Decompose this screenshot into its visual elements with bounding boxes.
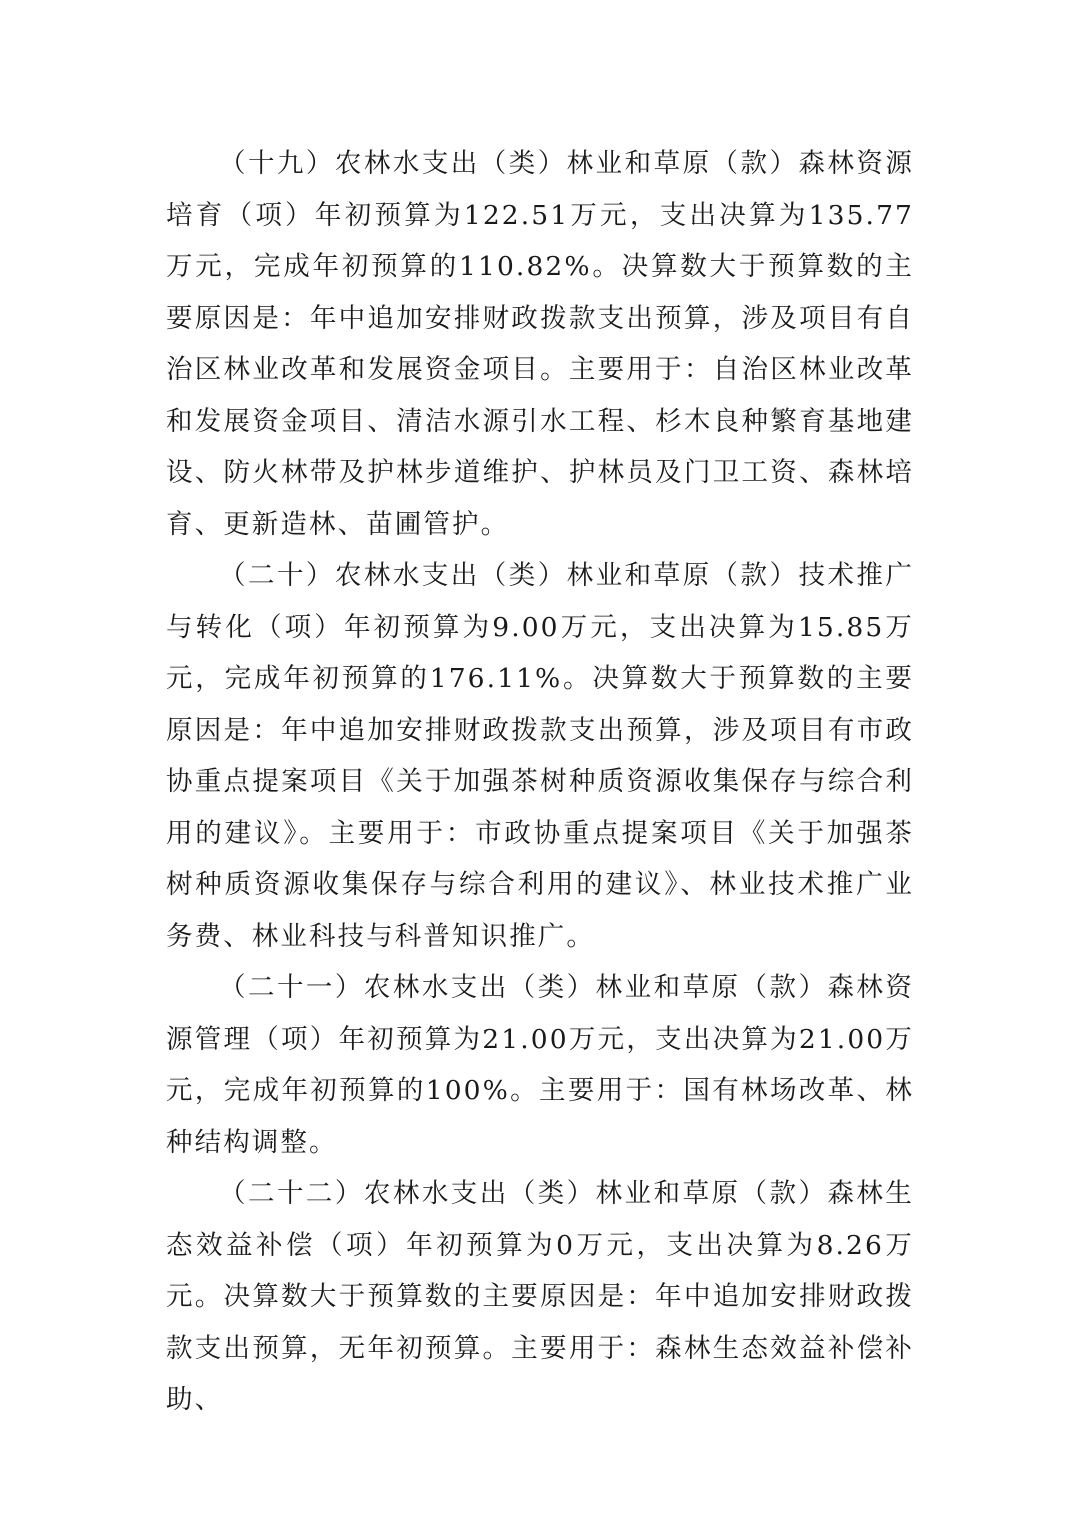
document-page — [166, 138, 914, 1426]
paragraph-item-21: （二十一）农林水支出（类）林业和草原（款）森林资源管理（项）年初预算为21.00万元，支出决算为21.00万元，完成年初预算的100%。主要用于：国有林场改革、林种结构调整。 — [166, 972, 914, 1158]
paragraph-item-19: （十九）农林水支出（类）林业和草原（款）森林资源培育（项）年初预算为122.51万元，支出决算为135.77万元，完成年初预算的110.82%。决算数大于预算数的主要原因是：年中追加安排财政拨款支出预算，涉及项目有自治区林业改革和发展资金项目。主要用于：自治区林业改革和发展资金项目、清洁水源引水工程、杉木良种繁育基地建设、防火林带及护林步道维护、护林员及门卫工资、森林培育、更新造林、苗圃管护。 — [166, 148, 914, 540]
paragraph-item-20: （二十）农林水支出（类）林业和草原（款）技术推广与转化（项）年初预算为9.00万元，支出决算为15.85万元，完成年初预算的176.11%。决算数大于预算数的主要原因是：年中追加安排财政拨款支出预算，涉及项目有市政协重点提案项目《关于加强茶树种质资源收集保存与综合利用的建议》。主要用于：市政协重点提案项目《关于加强茶树种质资源收集保存与综合利用的建议》、林业技术推广业务费、林业科技与科普知识推广。 — [166, 560, 914, 952]
paragraph-item-22: （二十二）农林水支出（类）林业和草原（款）森林生态效益补偿（项）年初预算为0万元，支出决算为8.26万元。决算数大于预算数的主要原因是：年中追加安排财政拨款支出预算，无年初预算。主要用于：森林生态效益补偿补助、 — [166, 1178, 914, 1415]
